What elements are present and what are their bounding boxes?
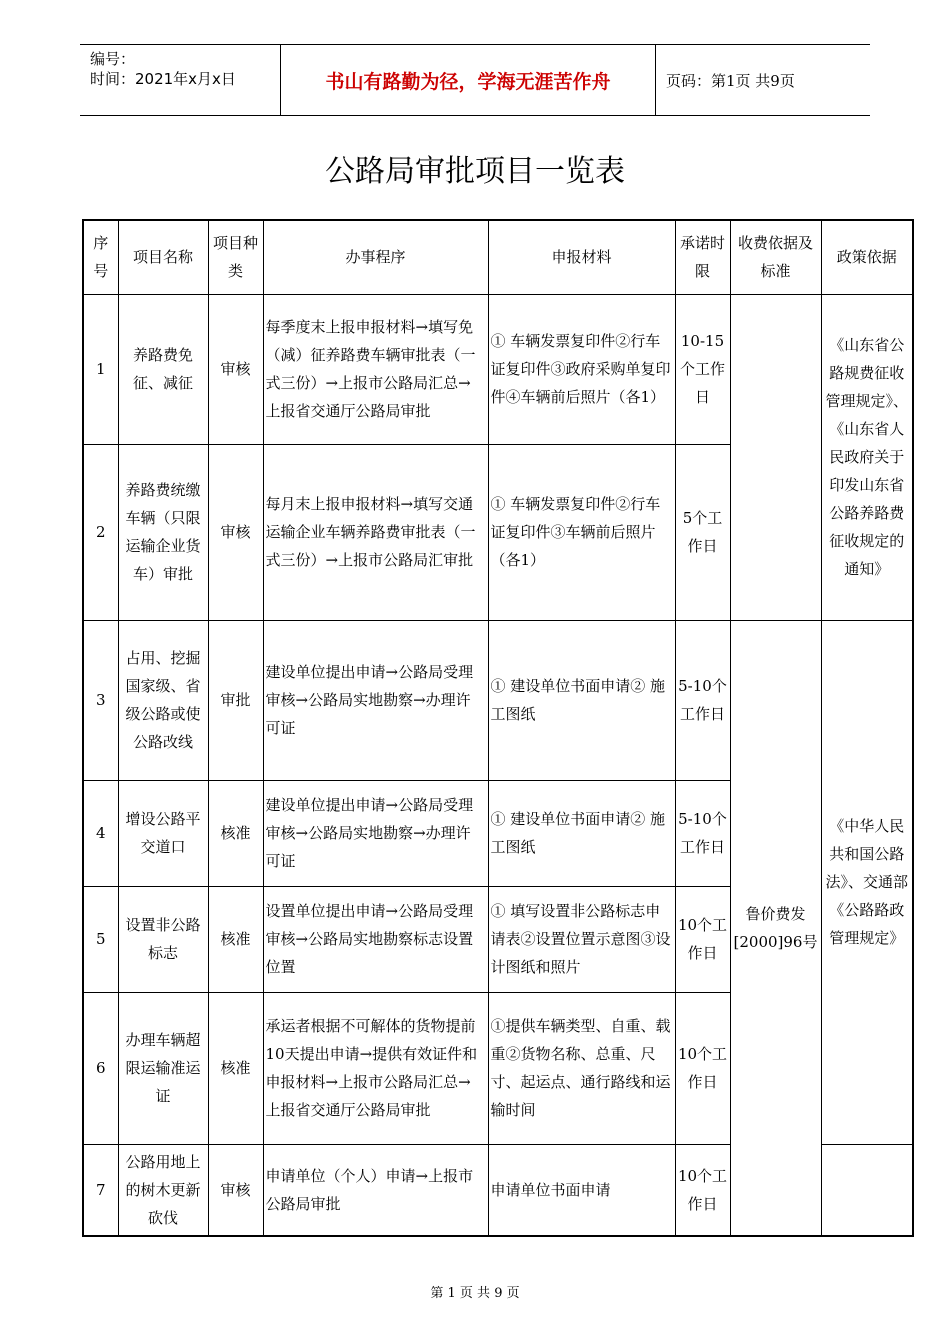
header-seq: 序号 [83,220,118,294]
table-row [83,294,913,444]
cell-limit: 10-15个工作日 [675,294,730,444]
cell-type: 审核 [208,444,263,620]
cell-materials: ① 建设单位书面申请② 施工图纸 [488,620,675,780]
approval-table [82,219,914,1237]
cell-limit: 10个工作日 [675,886,730,992]
cell-limit: 5-10个工作日 [675,620,730,780]
cell-procedure: 建设单位提出申请→公路局受理审核→公路局实地勘察→办理许可证 [263,780,488,886]
header-type: 项目种类 [208,220,263,294]
cell-limit: 10个工作日 [675,1144,730,1236]
cell-type: 核准 [208,780,263,886]
page-info: 页码：第1页 共9页 [666,71,795,90]
header-procedure: 办事程序 [263,220,488,294]
header-materials: 申报材料 [488,220,675,294]
header-limit: 承诺时限 [675,220,730,294]
cell-procedure: 每季度末上报申报材料→填写免（减）征养路费车辆审批表（一式三份）→上报市公路局汇总→上报省交通厅公路局审批 [263,294,488,444]
cell-materials: ① 车辆发票复印件②行车证复印件③车辆前后照片（各1） [488,444,675,620]
cell-seq: 1 [83,294,118,444]
cell-policy-2: 《中华人民共和国公路法》、交通部《公路路政管理规定》 [821,620,913,1144]
number-label: 编号： [90,50,136,68]
cell-policy-empty [821,1144,913,1236]
header-fee: 收费依据及标准 [730,220,821,294]
cell-name: 增设公路平交道口 [118,780,208,886]
cell-seq: 6 [83,992,118,1144]
cell-limit: 5-10个工作日 [675,780,730,886]
header-name: 项目名称 [118,220,208,294]
cell-materials: ① 填写设置非公路标志申请表②设置位置示意图③设计图纸和照片 [488,886,675,992]
cell-name: 养路费统缴车辆（只限运输企业货车）审批 [118,444,208,620]
cell-procedure: 每月末上报申报材料→填写交通运输企业车辆养路费审批表（一式三份）→上报市公路局汇审批 [263,444,488,620]
cell-name: 占用、挖掘国家级、省级公路或使公路改线 [118,620,208,780]
cell-name: 公路用地上的树木更新砍伐 [118,1144,208,1236]
cell-name: 办理车辆超限运输准运证 [118,992,208,1144]
cell-limit: 10个工作日 [675,992,730,1144]
cell-seq: 2 [83,444,118,620]
cell-materials: 申请单位书面申请 [488,1144,675,1236]
date-label: 时间：2021年x月x日 [90,70,236,88]
cell-seq: 4 [83,780,118,886]
header-left [90,49,236,89]
table-header-row [83,220,913,294]
cell-name: 设置非公路标志 [118,886,208,992]
page-footer: 第 1 页 共 9 页 [430,1286,520,1301]
cell-type: 审核 [208,294,263,444]
cell-seq: 3 [83,620,118,780]
cell-name: 养路费免征、减征 [118,294,208,444]
cell-procedure: 建设单位提出申请→公路局受理审核→公路局实地勘察→办理许可证 [263,620,488,780]
cell-type: 审核 [208,1144,263,1236]
cell-procedure: 申请单位（个人）申请→上报市公路局审批 [263,1144,488,1236]
cell-seq: 5 [83,886,118,992]
cell-limit: 5个工作日 [675,444,730,620]
header-policy: 政策依据 [821,220,913,294]
cell-seq: 7 [83,1144,118,1236]
cell-type: 核准 [208,992,263,1144]
motto: 书山有路勤为径，学海无涯苦作舟 [280,45,656,115]
cell-fee: 鲁价费发[2000]96号 [730,620,821,1236]
document-header [80,44,870,116]
page-title: 公路局审批项目一览表 [325,154,625,189]
cell-materials: ①提供车辆类型、自重、载重②货物名称、总重、尺寸、起运点、通行路线和运输时间 [488,992,675,1144]
cell-procedure: 设置单位提出申请→公路局受理审核→公路局实地勘察标志设置位置 [263,886,488,992]
table-row [83,620,913,780]
cell-materials: ① 建设单位书面申请② 施工图纸 [488,780,675,886]
cell-type: 核准 [208,886,263,992]
cell-type: 审批 [208,620,263,780]
cell-materials: ① 车辆发票复印件②行车证复印件③政府采购单复印件④车辆前后照片（各1） [488,294,675,444]
cell-procedure: 承运者根据不可解体的货物提前10天提出申请→提供有效证件和申报材料→上报市公路局汇总→上报省交通厅公路局审批 [263,992,488,1144]
cell-policy-1: 《山东省公路规费征收管理规定》、《山东省人民政府关于印发山东省公路养路费征收规定的通知》 [821,294,913,620]
cell-fee-empty [730,294,821,620]
